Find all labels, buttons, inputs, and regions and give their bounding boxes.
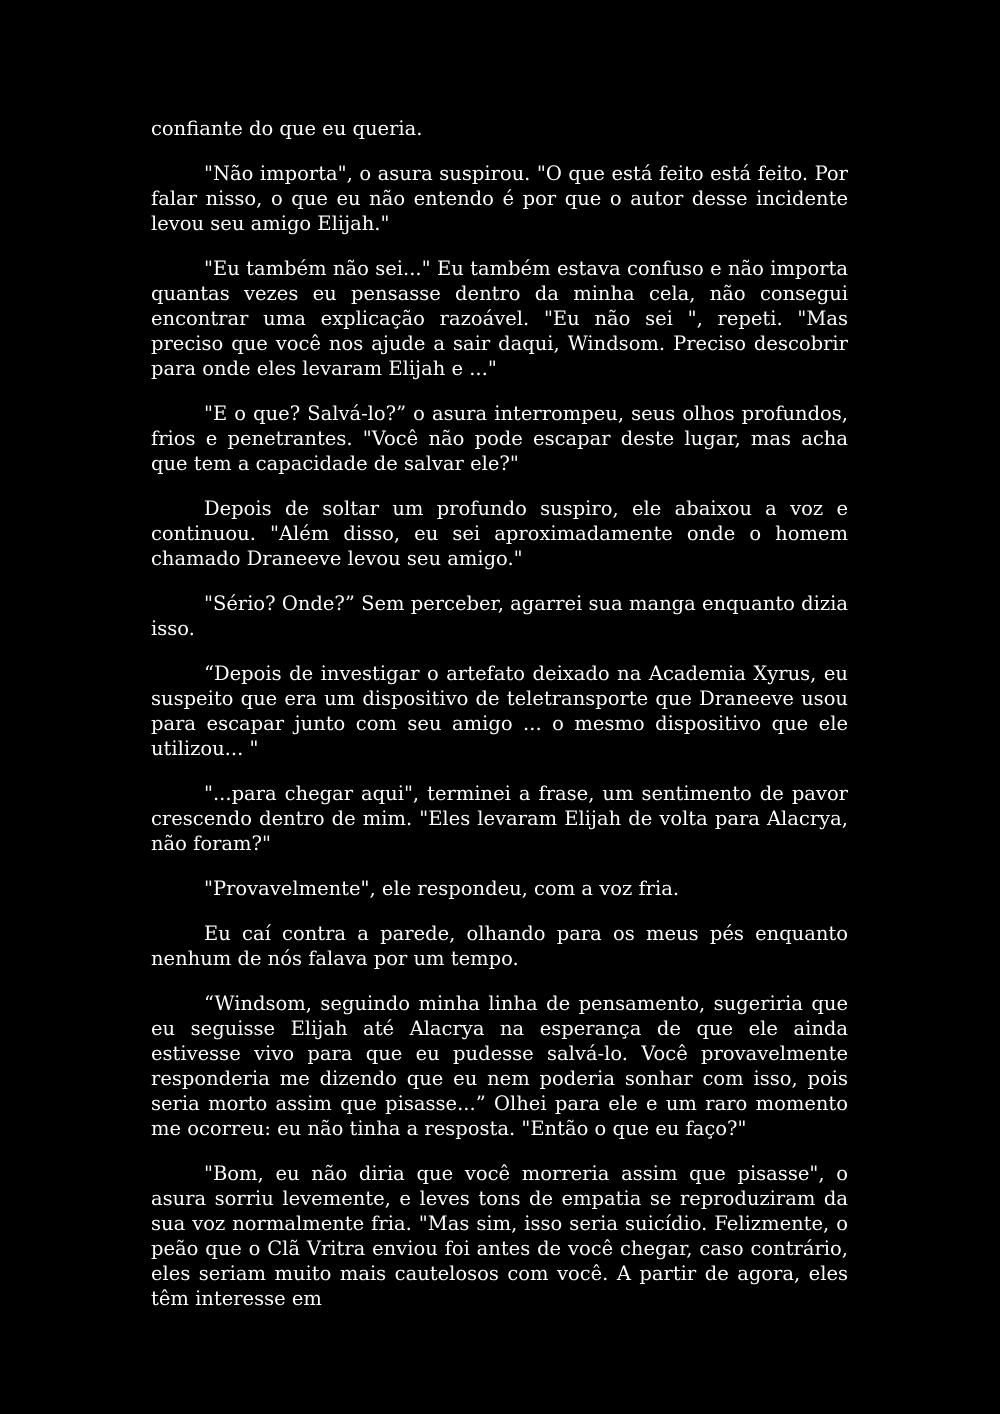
paragraph-5: Depois de soltar um profundo suspiro, ele abaixou a voz e continuou. "Além disso, eu sei aproximadamente onde o homem chamado Draneeve levou seu amigo." [151, 497, 848, 570]
paragraph-8: "...para chegar aqui", terminei a frase, um sentimento de pavor crescendo dentro de mim. "Eles levaram Elijah de volta para Alacrya, não foram?" [151, 782, 848, 855]
paragraph-10: Eu caí contra a parede, olhando para os meus pés enquanto nenhum de nós falava por um tempo. [151, 922, 848, 970]
paragraph-6: "Sério? Onde?” Sem perceber, agarrei sua manga enquanto dizia isso. [151, 592, 848, 640]
paragraph-9: "Provavelmente", ele respondeu, com a voz fria. [204, 877, 680, 900]
document-page [151, 116, 848, 1331]
paragraph-12: "Bom, eu não diria que você morreria assim que pisasse", o asura sorriu levemente, e leves tons de empatia se reproduziram da sua voz normalmente fria. "Mas sim, isso seria suicídio. Felizmente, o peão que o Clã Vritra enviou foi antes de você chegar, caso contrário, eles seriam muito mais cautelosos com você. A partir de agora, eles têm interesse em [151, 1162, 848, 1310]
paragraph-3: "Eu também não sei..." Eu também estava confuso e não importa quantas vezes eu pensasse dentro da minha cela, não consegui encontrar uma explicação razoável. "Eu não sei ", repeti. "Mas preciso que você nos ajude a sair daqui, Windsom. Preciso descobrir para onde eles levaram Elijah e ..." [151, 257, 848, 380]
paragraph-11: “Windsom, seguindo minha linha de pensamento, sugeriria que eu seguisse Elijah até Alacrya na esperança de que ele ainda estivesse vivo para que eu pudesse salvá-lo. Você provavelmente responderia me dizendo que eu nem poderia sonhar com isso, pois seria morto assim que pisasse...” Olhei para ele e um raro momento me ocorreu: eu não tinha a resposta. "Então o que eu faço?" [151, 992, 848, 1140]
paragraph-1: confiante do que eu queria. [151, 117, 423, 140]
paragraph-2: "Não importa", o asura suspirou. "O que está feito está feito. Por falar nisso, o que eu não entendo é por que o autor desse incidente levou seu amigo Elijah." [151, 162, 848, 235]
paragraph-7: “Depois de investigar o artefato deixado na Academia Xyrus, eu suspeito que era um dispositivo de teletransporte que Draneeve usou para escapar junto com seu amigo ... o mesmo dispositivo que ele utilizou... " [151, 662, 848, 760]
paragraph-4: "E o que? Salvá-lo?” o asura interrompeu, seus olhos profundos, frios e penetrantes. "Você não pode escapar deste lugar, mas acha que tem a capacidade de salvar ele?" [151, 402, 848, 475]
